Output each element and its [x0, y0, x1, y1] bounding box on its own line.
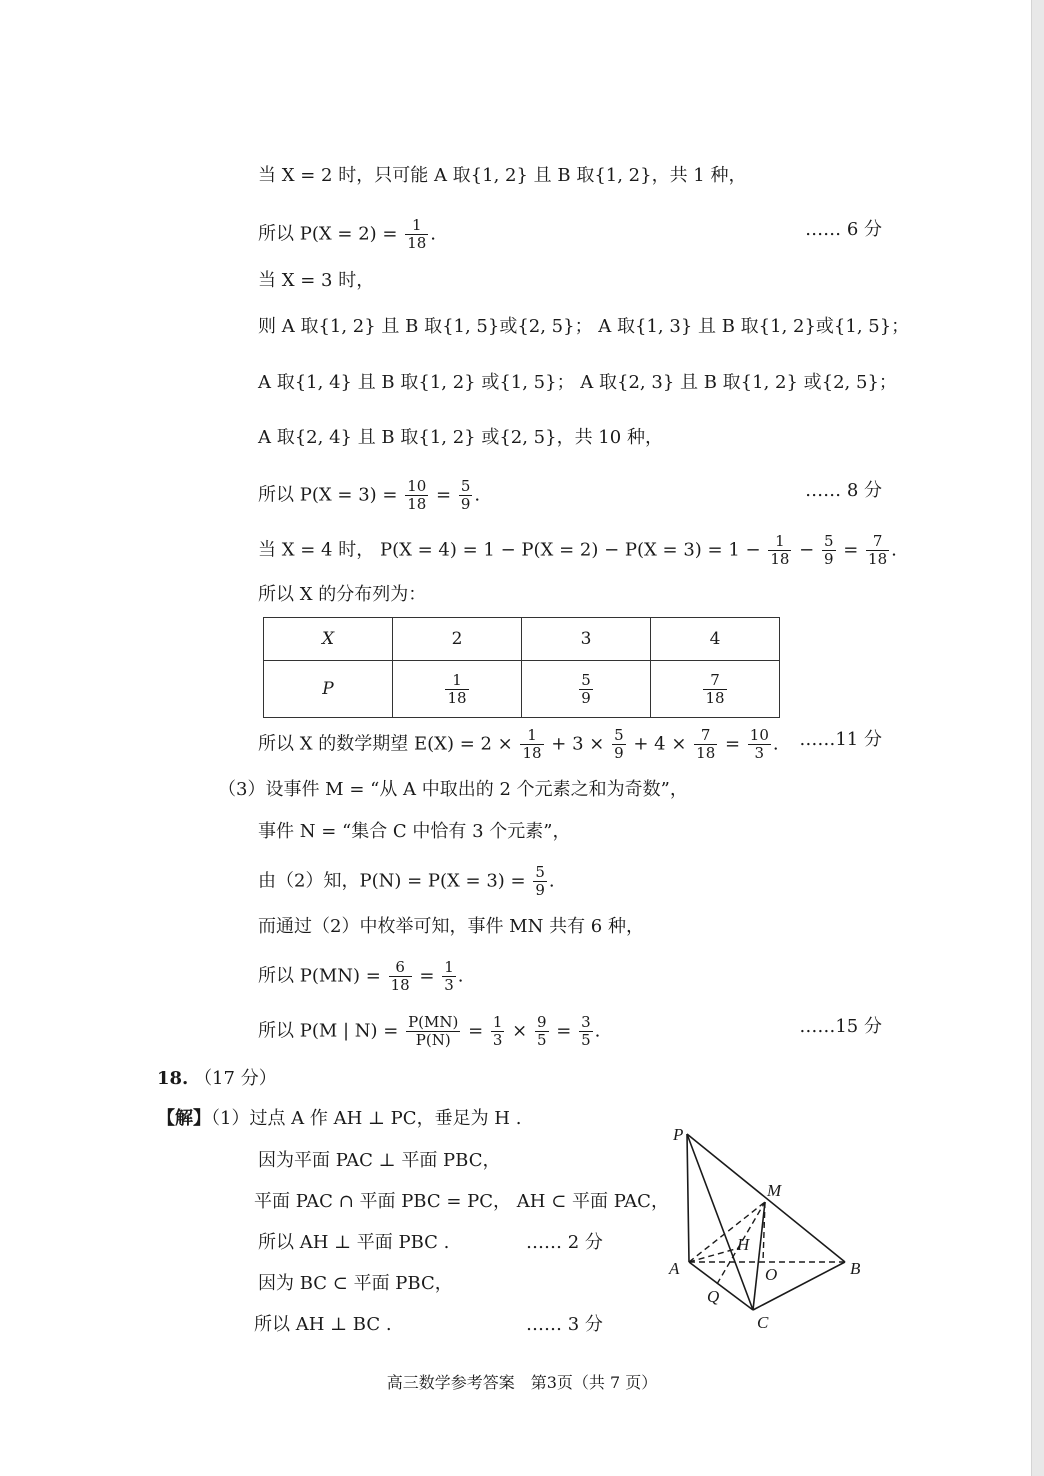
text-line: 所以 AH ⊥ 平面 PBC . [258, 1232, 450, 1253]
question-points: （17 分） [194, 1068, 277, 1089]
table-cell [651, 661, 780, 718]
fraction [822, 533, 836, 568]
solution-text: （1）过点 A 作 AH ⊥ PC，垂足为 H . [211, 1108, 522, 1129]
denominator: 18 [390, 976, 410, 994]
denominator: 9 [581, 688, 591, 707]
text-line: A 取{2, 4} 且 B 取{1, 2} 或{2, 5}，共 10 种， [258, 427, 663, 448]
equation-line [258, 478, 480, 513]
denominator: 9 [614, 744, 624, 762]
equation-line [258, 533, 897, 568]
numerator: P(MN) [408, 1013, 459, 1031]
fraction [520, 727, 543, 762]
label-A: A [669, 1259, 680, 1278]
label-C: C [757, 1313, 769, 1332]
numerator: 5 [535, 863, 545, 881]
fraction [703, 672, 726, 707]
numerator: 7 [694, 727, 717, 745]
score-mark: ……15 分 [799, 1016, 882, 1037]
equation-text: = [462, 1020, 489, 1042]
fraction [694, 727, 717, 762]
fraction [491, 1014, 505, 1049]
fraction [459, 478, 473, 513]
table-cell [264, 618, 393, 661]
distribution-table [263, 617, 780, 718]
denominator: 5 [536, 1031, 547, 1049]
table-cell: 3 [522, 618, 651, 661]
denominator: 3 [754, 744, 765, 762]
text-line: 所以 AH ⊥ BC . [254, 1314, 392, 1335]
numerator: 5 [460, 477, 471, 495]
fraction [612, 727, 626, 762]
equation-text: . [430, 223, 437, 245]
equation-text: 所以 X 的数学期望 E(X) = 2 × [258, 733, 519, 755]
table-cell [264, 661, 393, 718]
text-line: 当 X = 3 时， [258, 270, 375, 291]
cell-text: X [321, 629, 335, 649]
text-line: 因为平面 PAC ⊥ 平面 PBC， [258, 1150, 501, 1171]
numerator: 7 [866, 533, 889, 551]
denominator: 18 [770, 550, 790, 568]
text-line: 事件 N = “集合 C 中恰有 3 个元素”， [258, 821, 571, 842]
equation-text: + 3 × [545, 733, 611, 755]
text-line: A 取{1, 4} 且 B 取{1, 2} 或{1, 5}； A 取{2, 3} 且 B 取{1, 2} 或{2, 5}； [258, 372, 897, 393]
equation-text: = [837, 539, 865, 561]
cell-text: P [322, 679, 334, 699]
label-H: H [737, 1235, 750, 1254]
numerator: 5 [614, 726, 624, 744]
fraction [406, 1014, 460, 1049]
score-mark: …… 2 分 [526, 1232, 603, 1253]
denominator: 18 [407, 495, 427, 513]
numerator: 10 [407, 477, 427, 495]
equation-text: . [457, 965, 464, 987]
segment-AH [689, 1248, 739, 1262]
table-cell: 4 [651, 618, 780, 661]
denominator: 18 [868, 550, 888, 568]
equation-line [258, 1014, 600, 1049]
text-line: 当 X = 2 时，只可能 A 取{1, 2} 且 B 取{1, 2}，共 1 种， [258, 165, 747, 186]
equation-text: + 4 × [627, 733, 693, 755]
denominator: 18 [705, 688, 725, 707]
page-footer: 高三数学参考答案 第3页（共 7 页） [386, 1373, 658, 1392]
equation-text: 由（2）知，P(N) = P(X = 3) = [258, 870, 532, 892]
segment-AM [689, 1202, 765, 1262]
equation-text: = [550, 1020, 578, 1042]
equation-text: = [430, 484, 457, 506]
fraction [389, 959, 412, 994]
numerator: 10 [749, 726, 769, 744]
fraction [579, 672, 593, 707]
fraction [405, 478, 428, 513]
equation-text: 所以 P(M | N) = [258, 1020, 405, 1042]
equation-text: . [548, 870, 555, 892]
equation-text: 当 X = 4 时， P(X = 4) = 1 − P(X = 2) − P(X = 3) = 1 − [258, 539, 767, 561]
numerator: 6 [389, 959, 412, 977]
numerator: 9 [536, 1013, 547, 1031]
numerator: 3 [581, 1013, 591, 1031]
denominator: 18 [407, 234, 427, 252]
table-row [264, 618, 780, 661]
denominator: 18 [696, 744, 716, 762]
denominator: 18 [447, 688, 467, 707]
equation-text: . [474, 484, 481, 506]
text-line: 则 A 取{1, 2} 且 B 取{1, 5}或{2, 5}； A 取{1, 3} 且 B 取{1, 2}或{1, 5}； [258, 316, 910, 337]
fraction [768, 533, 791, 568]
table-cell: 2 [393, 618, 522, 661]
numerator: 1 [445, 672, 468, 690]
pyramid-figure [655, 1120, 875, 1335]
fraction [579, 1014, 593, 1049]
text-line: （3）设事件 M = “从 A 中取出的 2 个元素之和为奇数”， [218, 779, 688, 800]
label-O: O [765, 1265, 778, 1284]
equation-text: 所以 P(MN) = [258, 965, 387, 987]
equation-line [258, 217, 436, 252]
equation-text: . [594, 1020, 601, 1042]
text-line: 因为 BC ⊂ 平面 PBC， [258, 1273, 453, 1294]
numerator: 1 [405, 217, 428, 235]
fraction [866, 533, 889, 568]
fraction [535, 1014, 549, 1049]
score-mark: …… 6 分 [805, 219, 882, 240]
numerator: 1 [444, 958, 454, 976]
numerator: 7 [703, 672, 726, 690]
fraction [442, 959, 456, 994]
text-line: 所以 X 的分布列为： [258, 584, 427, 605]
solution-tag: 【解】 [157, 1108, 211, 1129]
equation-text: = [413, 965, 441, 987]
equation-line [258, 727, 779, 762]
page-edge [1031, 0, 1044, 1476]
equation-text: = [719, 733, 746, 755]
equation-text: 所以 P(X = 3) = [258, 484, 404, 506]
score-mark: …… 3 分 [526, 1314, 603, 1335]
equation-text: . [891, 539, 897, 561]
label-P: P [673, 1125, 684, 1144]
numerator: 1 [492, 1013, 503, 1031]
denominator: 3 [444, 976, 454, 994]
fraction [445, 672, 468, 707]
text-line: 而通过（2）中枚举可知，事件 MN 共有 6 种， [258, 916, 644, 937]
fraction [748, 727, 771, 762]
table-row [264, 661, 780, 718]
edge-PA [687, 1134, 689, 1262]
denominator: 9 [535, 881, 545, 899]
numerator: 5 [581, 670, 591, 689]
equation-text: × [506, 1020, 533, 1042]
score-mark: …… 8 分 [805, 480, 882, 501]
fraction [533, 864, 547, 899]
denominator: P(N) [415, 1031, 451, 1049]
equation-text: 所以 P(X = 2) = [258, 223, 404, 245]
numerator: 5 [823, 532, 834, 550]
fraction [405, 217, 428, 252]
score-mark: ……11 分 [799, 729, 882, 750]
numerator: 1 [520, 727, 543, 745]
label-Q: Q [707, 1287, 720, 1306]
denominator: 18 [522, 744, 542, 762]
equation-text: − [793, 539, 820, 561]
denominator: 9 [823, 550, 834, 568]
denominator: 3 [492, 1031, 503, 1049]
table-cell [522, 661, 651, 718]
solution-line [157, 1106, 521, 1132]
equation-line [258, 959, 464, 994]
denominator: 5 [581, 1031, 591, 1049]
equation-text: . [772, 733, 779, 755]
denominator: 9 [460, 495, 471, 513]
text-line: 平面 PAC ∩ 平面 PBC = PC， AH ⊂ 平面 PAC， [254, 1191, 669, 1212]
equation-line [258, 864, 555, 899]
question-number [157, 1066, 277, 1092]
label-M: M [767, 1181, 782, 1200]
table-cell [393, 661, 522, 718]
numerator: 1 [768, 533, 791, 551]
question-label: 18. [157, 1068, 189, 1089]
label-B: B [850, 1259, 861, 1278]
